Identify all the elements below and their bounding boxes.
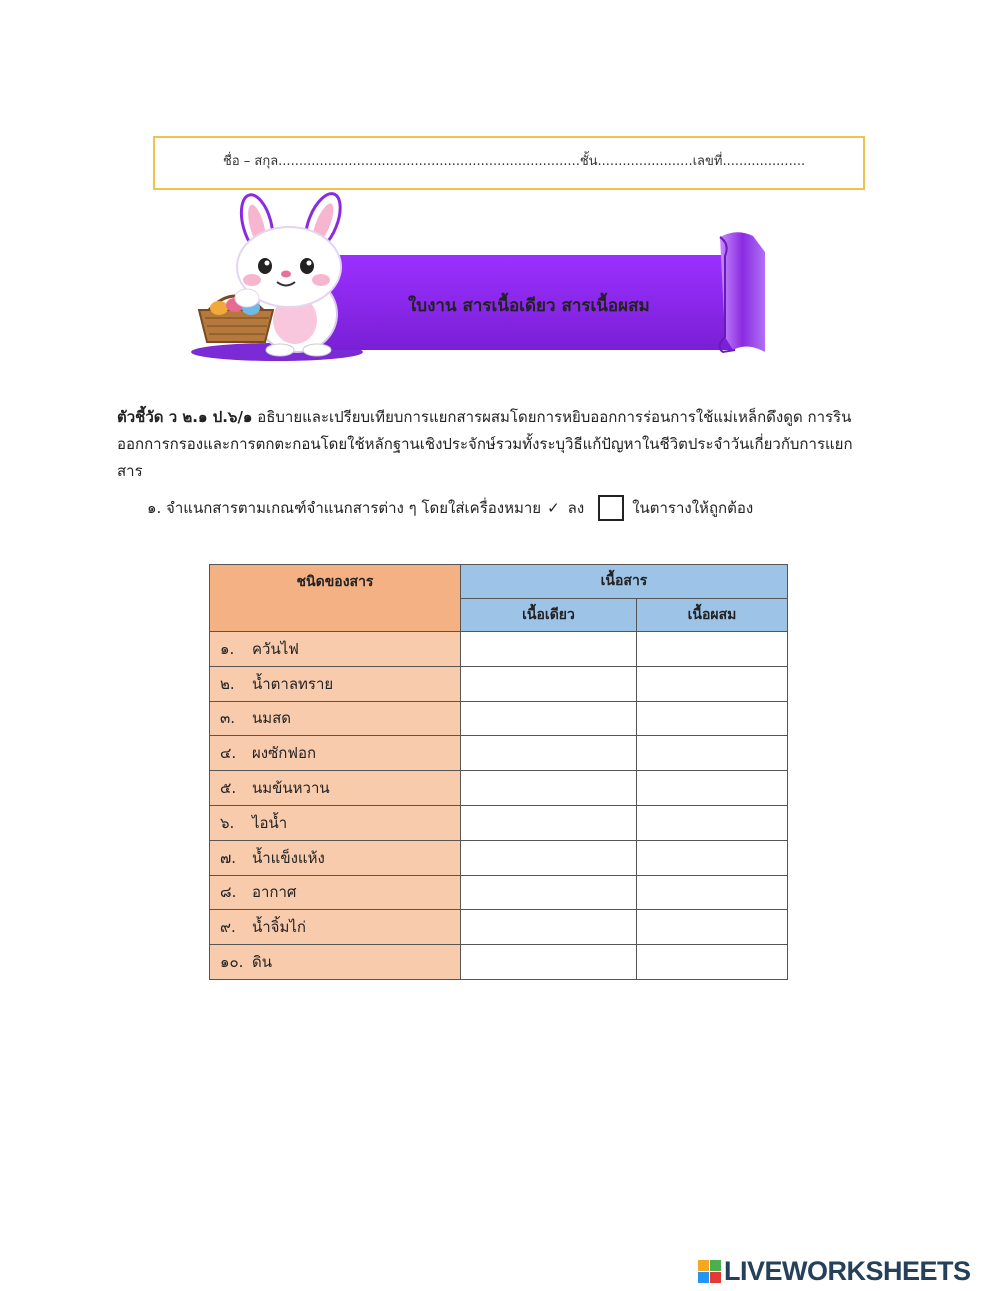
row-number: ๘. (220, 883, 237, 902)
logo-blocks-icon (698, 1260, 721, 1283)
table-row (210, 701, 788, 736)
homogeneous-answer-cell[interactable] (461, 632, 637, 667)
student-info-box (153, 136, 865, 190)
heterogeneous-answer-cell[interactable] (637, 910, 788, 945)
substance-name-cell (210, 945, 461, 980)
header-substance-group: เนื้อสาร (461, 565, 788, 599)
homogeneous-answer-cell[interactable] (461, 945, 637, 980)
substance-name-cell (210, 632, 461, 667)
heterogeneous-answer-cell[interactable] (637, 701, 788, 736)
homogeneous-answer-cell[interactable] (461, 910, 637, 945)
table-row (210, 771, 788, 806)
table-row (210, 910, 788, 945)
homogeneous-answer-cell[interactable] (461, 666, 637, 701)
classification-table (209, 564, 788, 980)
substance-name: นมข้นหวาน (252, 779, 330, 798)
substance-name: ควันไฟ (252, 639, 299, 658)
row-number: ๑๐. (220, 953, 244, 972)
homogeneous-answer-cell[interactable] (461, 805, 637, 840)
heterogeneous-answer-cell[interactable] (637, 945, 788, 980)
checkbox-example-icon (598, 495, 624, 521)
indicator-text: อธิบายและเปรียบเทียบการแยกสารผสมโดยการหยิบออกการร่อนการใช้แม่เหล็กดึงดูด การรินออกการกรองและการตกตะกอนโดยใช้หลักฐานเชิงประจักษ์รวมทั้งระบุวิธีแก้ปัญหาในชีวิตประจำวันเกี่ยวกับการแยกสาร (117, 408, 853, 480)
table-row (210, 666, 788, 701)
header-heterogeneous: เนื้อผสม (637, 598, 788, 632)
row-number: ๖. (220, 813, 235, 832)
table-row (210, 945, 788, 980)
substance-name: น้ำจิ้มไก่ (252, 918, 306, 937)
heterogeneous-answer-cell[interactable] (637, 840, 788, 875)
substance-name: ไอน้ำ (252, 813, 288, 832)
worksheet-title: ใบงาน สารเนื้อเดียว สารเนื้อผสม (408, 296, 650, 316)
indicator-label: ตัวชี้วัด ว ๒.๑ ป.๖/๑ (117, 408, 253, 426)
substance-name: ผงซักฟอก (252, 744, 317, 763)
substance-name: ดิน (252, 953, 272, 972)
row-number: ๙. (220, 918, 236, 937)
table-row (210, 840, 788, 875)
substance-name: น้ำแข็งแห้ง (252, 848, 325, 867)
substance-name: นมสด (252, 709, 292, 728)
heterogeneous-answer-cell[interactable] (637, 736, 788, 771)
substance-name-cell (210, 805, 461, 840)
substance-name-cell (210, 736, 461, 771)
substance-name-cell (210, 771, 461, 806)
heterogeneous-answer-cell[interactable] (637, 771, 788, 806)
substance-name-cell (210, 701, 461, 736)
instruction-mid: ลง (567, 499, 585, 517)
table-row (210, 805, 788, 840)
table-row (210, 736, 788, 771)
student-info-line: ชื่อ – สกุล.........................................................................ชั้น.......................เลขที่.................... (223, 154, 806, 169)
table-row (210, 875, 788, 910)
row-number: ๓. (220, 709, 236, 728)
row-number: ๔. (220, 744, 237, 763)
banner-graphic (185, 192, 775, 367)
homogeneous-answer-cell[interactable] (461, 875, 637, 910)
row-number: ๕. (220, 779, 237, 798)
substance-name-cell (210, 875, 461, 910)
row-number: ๗. (220, 848, 237, 867)
instruction-after: ในตารางให้ถูกต้อง (632, 499, 754, 517)
row-number: ๒. (220, 674, 235, 693)
substance-name-cell (210, 910, 461, 945)
header-homogeneous: เนื้อเดียว (461, 598, 637, 632)
indicator-paragraph (117, 404, 877, 485)
title-banner (185, 192, 775, 367)
substance-name: น้ำตาลทราย (252, 674, 334, 693)
substance-name-cell (210, 840, 461, 875)
logo-text: LIVEWORKSHEETS (724, 1256, 971, 1286)
homogeneous-answer-cell[interactable] (461, 771, 637, 806)
heterogeneous-answer-cell[interactable] (637, 632, 788, 667)
substance-name: อากาศ (252, 883, 297, 902)
homogeneous-answer-cell[interactable] (461, 701, 637, 736)
substance-name-cell (210, 666, 461, 701)
heterogeneous-answer-cell[interactable] (637, 805, 788, 840)
check-mark-icon: ✓ (547, 499, 560, 517)
liveworksheets-logo (698, 1256, 971, 1287)
instruction-line (147, 495, 753, 521)
heterogeneous-answer-cell[interactable] (637, 875, 788, 910)
homogeneous-answer-cell[interactable] (461, 840, 637, 875)
row-number: ๑. (220, 639, 235, 658)
homogeneous-answer-cell[interactable] (461, 736, 637, 771)
header-substance-type: ชนิดของสาร (210, 565, 461, 632)
heterogeneous-answer-cell[interactable] (637, 666, 788, 701)
instruction-text: ๑. จำแนกสารตามเกณฑ์จำแนกสารต่าง ๆ โดยใส่เครื่องหมาย (147, 499, 542, 517)
table-row (210, 632, 788, 667)
